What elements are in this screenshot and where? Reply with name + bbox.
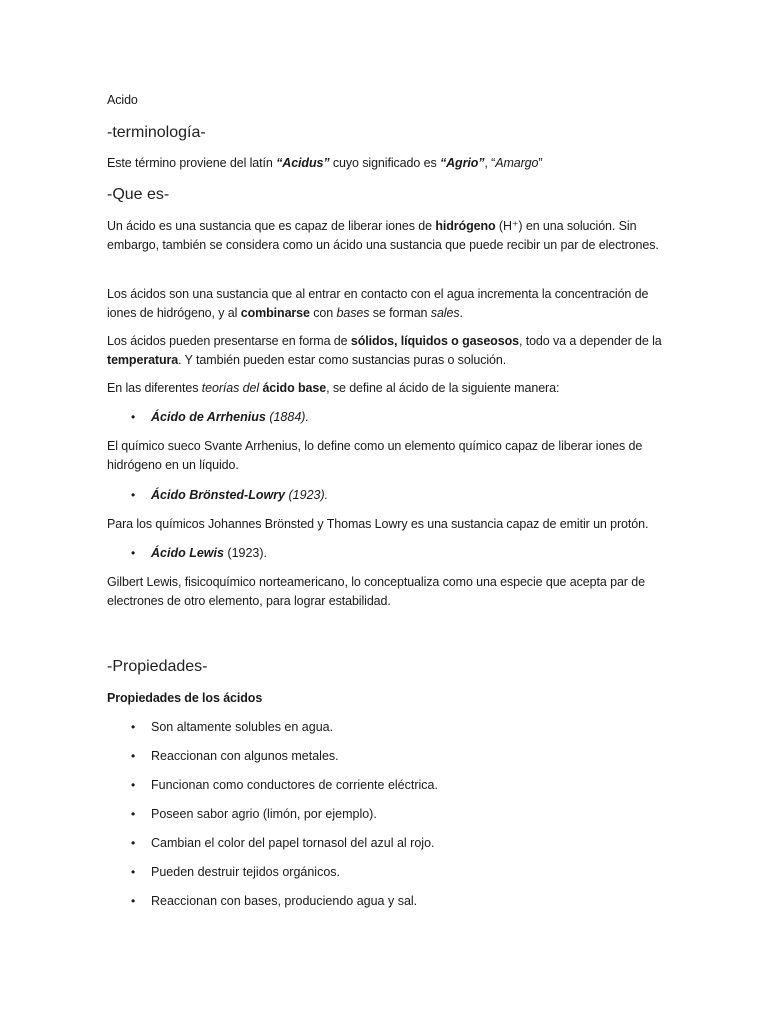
bullet-bronsted-lowry: Ácido Brönsted-Lowry (1923). [151,488,329,502]
bullet-marker: • [131,410,136,424]
bullet-marker: • [131,865,136,879]
property-item: Pueden destruir tejidos orgánicos. [151,865,341,879]
property-item: Poseen sabor agrio (limón, por ejemplo). [151,807,377,821]
bullet-marker: • [131,836,136,850]
bullet-marker: • [131,749,136,763]
bullet-arrhenius: Ácido de Arrhenius (1884). [151,410,309,424]
bullet-marker: • [131,546,136,560]
property-item: Son altamente solubles en agua. [151,720,334,734]
property-item: Reaccionan con bases, produciendo agua y sal. [151,894,418,908]
terminology-paragraph: Este término proviene del latín “Acidus” cuyo significado es “Agrio”, “Amargo” [107,156,543,170]
bullet-marker: • [131,720,136,734]
paragraph-states: Los ácidos pueden presentarse en forma de sólidos, líquidos o gaseosos, todo va a depender de la temperatura. Y también pueden estar como sustancias puras o solución. [107,334,662,367]
doc-title: Acido [107,93,138,107]
paragraph-bronsted: Para los químicos Johannes Brönsted y Thomas Lowry es una sustancia capaz de emitir un protón. [107,517,649,531]
heading-terminologia: -terminología- [107,124,206,141]
bullet-marker: • [131,488,136,502]
paragraph-lewis: Gilbert Lewis, fisicoquímico norteamericano, lo conceptualiza como una especie que acepta par de electrones de otro elemento, para lograr estabilidad. [107,575,645,608]
bullet-lewis: Ácido Lewis (1923). [151,546,268,560]
paragraph-contact-water: Los ácidos son una sustancia que al entrar en contacto con el agua incrementa la concentración de iones de hidrógeno, y al combinarse con bases se forman sales. [107,287,649,320]
paragraph-theories: En las diferentes teorías del ácido base, se define al ácido de la siguiente manera: [107,381,560,395]
properties-title: Propiedades de los ácidos [107,691,263,705]
paragraph-definition: Un ácido es una sustancia que es capaz de liberar iones de hidrógeno (H⁺) en una solución. Sin embargo, también se considera como un ácido una sustancia que puede recibir un par de electrones. [107,219,659,252]
property-item: Reaccionan con algunos metales. [151,749,339,763]
heading-propiedades: -Propiedades- [107,658,208,675]
property-item: Cambian el color del papel tornasol del azul al rojo. [151,836,435,850]
heading-que-es: -Que es- [107,186,170,203]
bullet-marker: • [131,807,136,821]
bullet-marker: • [131,894,136,908]
paragraph-arrhenius: El químico sueco Svante Arrhenius, lo define como un elemento químico capaz de liberar iones de hidrógeno en un líquido. [107,439,643,472]
bullet-marker: • [131,778,136,792]
property-item: Funcionan como conductores de corriente eléctrica. [151,778,438,792]
